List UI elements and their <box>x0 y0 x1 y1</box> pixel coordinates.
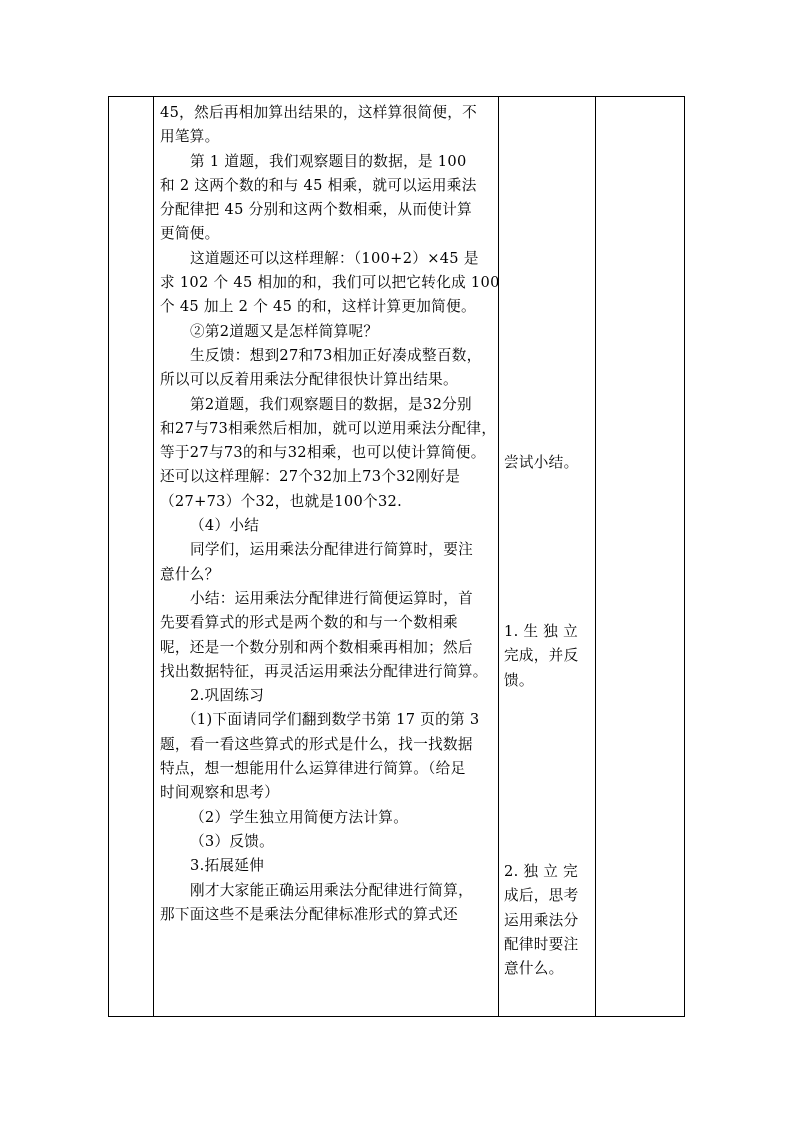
text-line: 生反馈：想到27和73相加正好凑成整百数， <box>190 346 482 364</box>
text-line: 小结：运用乘法分配律进行简便运算时，首 <box>190 589 473 607</box>
text-line: 同学们，运用乘法分配律进行简算时，要注 <box>190 541 473 559</box>
text-line: 这道题还可以这样理解：（100+2）×45 是 <box>190 249 479 267</box>
text-line: 第 1 道题，我们观察题目的数据，是 100 <box>190 152 467 170</box>
text-line: 那下面这些不是乘法分配律标准形式的算式还 <box>160 905 458 923</box>
text-line: 完成，并反 <box>504 647 579 665</box>
text-line: （3）反馈。 <box>190 832 275 850</box>
text-line: 找出数据特征，再灵活运用乘法分配律进行简算。 <box>160 662 488 680</box>
text-line: 还可以这样理解：27个32加上73个32刚好是 <box>160 468 461 486</box>
text-line: 题，看一看这些算式的形式是什么，找一找数据 <box>160 735 473 753</box>
column-divider-3 <box>595 97 596 1016</box>
teaching-process-column <box>160 101 500 927</box>
student-activity-note-1 <box>504 451 588 475</box>
text-line: 2. 独 立 完 <box>504 863 579 880</box>
text-line: 运用乘法分 <box>504 911 579 929</box>
text-line: 2.巩固练习 <box>190 687 265 705</box>
text-line: 成后，思考 <box>504 887 579 905</box>
text-line: （2）学生独立用简便方法计算。 <box>190 808 409 826</box>
column-divider-2 <box>498 97 499 1016</box>
text-line: 所以可以反着用乘法分配律很快计算出结果。 <box>160 371 458 389</box>
text-line: 馈。 <box>504 671 534 689</box>
text-line: 刚才大家能正确运用乘法分配律进行简算， <box>190 881 473 899</box>
student-activity-note-2 <box>504 620 588 693</box>
text-line: 先要看算式的形式是两个数的和与一个数相乘 <box>160 614 458 632</box>
text-line: 用笔算。 <box>160 128 220 146</box>
student-activity-note-3 <box>504 860 588 981</box>
column-divider-1 <box>153 97 154 1016</box>
text-line: 求 102 个 45 相加的和，我们可以把它转化成 100 <box>160 274 500 292</box>
text-line: 个 45 加上 2 个 45 的和，这样计算更加简便。 <box>160 298 476 316</box>
text-line: 特点，想一想能用什么运算律进行简算。（给足 <box>160 760 466 778</box>
text-line: 呢，还是一个数分别和两个数相乘再相加；然后 <box>160 638 473 656</box>
text-line: 第2道题，我们观察题目的数据，是32分别 <box>190 395 472 413</box>
text-line: 意什么。 <box>504 960 564 978</box>
text-line: 配律时要注 <box>504 935 579 953</box>
text-line: ②第2道题又是怎样简算呢？ <box>190 322 379 340</box>
text-line: 等于27与73的和与32相乘，也可以使计算简便。 <box>160 444 486 462</box>
text-line: 1. 生 独 立 <box>504 623 579 640</box>
text-line: 3.拓展延伸 <box>190 857 265 875</box>
text-line: （1)下面请同学们翻到数学书第 17 页的第 3 <box>182 711 480 729</box>
text-line: （27+73）个32，也就是100个32. <box>160 492 403 510</box>
text-line: 意什么？ <box>160 565 220 583</box>
text-line: 尝试小结。 <box>504 454 579 471</box>
text-line: 45，然后再相加算出结果的，这样算很简便，不 <box>160 104 478 121</box>
text-line: 更简便。 <box>160 225 220 243</box>
text-line: 分配律把 45 分别和这两个数相乘，从而使计算 <box>160 201 473 219</box>
text-line: 时间观察和思考） <box>160 784 280 802</box>
text-line: 和27与73相乘然后相加，就可以逆用乘法分配律， <box>160 419 497 437</box>
text-line: 和 2 这两个数的和与 45 相乘，就可以运用乘法 <box>160 176 477 194</box>
text-line: （4）小结 <box>190 517 260 535</box>
